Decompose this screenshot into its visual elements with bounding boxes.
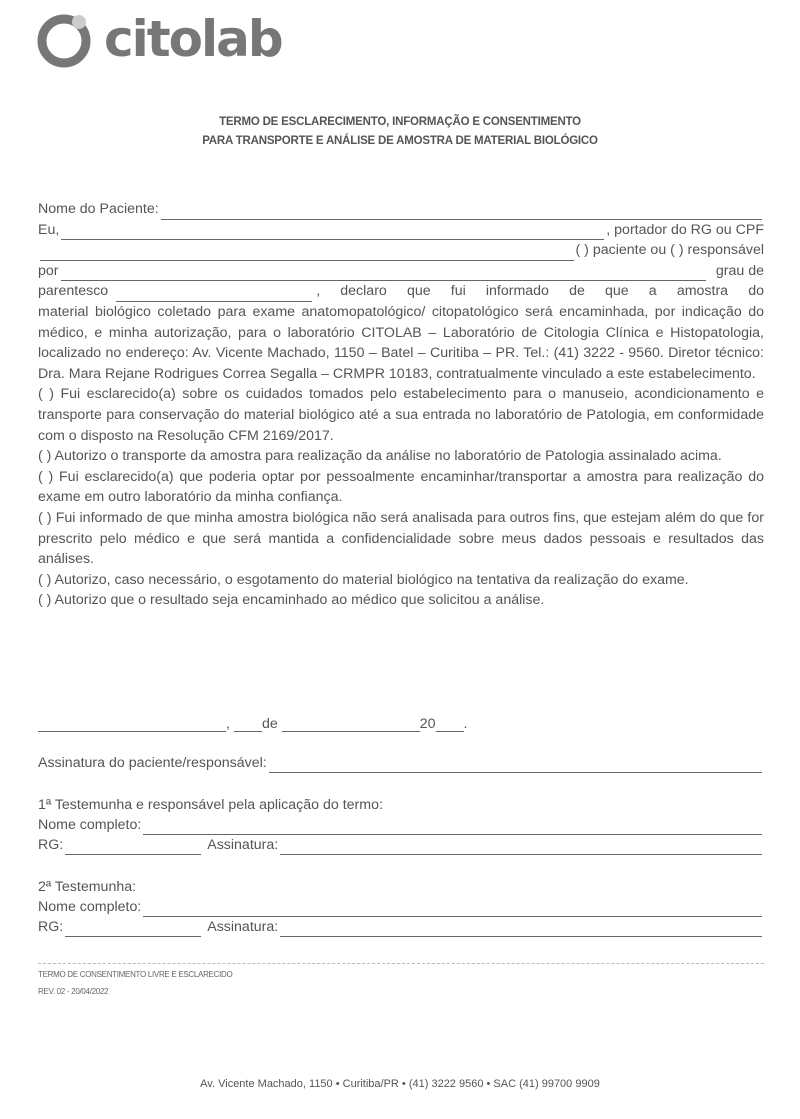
patient-signature-label: Assinatura do paciente/responsável: bbox=[38, 755, 267, 771]
consent-item-2[interactable]: ( ) Autorizo o transporte da amostra para realização da análise no laboratório de Patologia assinalado acima. bbox=[38, 448, 722, 465]
parentesco-row bbox=[38, 281, 764, 302]
witness-2-signature-label: Assinatura: bbox=[207, 919, 279, 935]
date-period: . bbox=[463, 716, 468, 732]
form-body bbox=[38, 199, 764, 611]
witness-2-name-label: Nome completo: bbox=[38, 899, 142, 915]
document-title-line-1: TERMO DE ESCLARECIMENTO, INFORMAÇÃO E CONSENTIMENTO bbox=[219, 116, 581, 128]
witness-1-signature-label: Assinatura: bbox=[207, 837, 279, 853]
witness-2-name-row bbox=[38, 897, 764, 917]
parentesco-label: parentesco bbox=[38, 283, 109, 300]
logo-ring-icon bbox=[34, 8, 96, 70]
consent-item-3[interactable]: ( ) Fui esclarecido(a) que poderia optar por pessoalmente encaminhar/transportar a amostra para realização do exame em outro laboratório da minha confiança. bbox=[38, 468, 764, 506]
consent-item-1[interactable]: ( ) Fui esclarecido(a) sobre os cuidados tomados pelo estabelecimento para o manuseio, acondicionamento e transporte para conservação do material biológico até a sua entrada no laboratório de Patologia, em conformidade com o disposto na Resolução CFM 2169/2017. bbox=[38, 386, 764, 444]
footer-revision: REV. 02 - 20/04/2022 bbox=[38, 987, 109, 996]
patient-name-field[interactable] bbox=[161, 206, 762, 220]
parentesco-field[interactable] bbox=[116, 288, 312, 302]
logo-text: citolab bbox=[104, 10, 282, 68]
witness-1-rg-row bbox=[38, 835, 764, 855]
eu-row bbox=[38, 220, 764, 241]
witness-1-rg-field[interactable] bbox=[65, 841, 201, 855]
patient-name-label: Nome do Paciente: bbox=[38, 201, 159, 217]
footer-divider bbox=[38, 963, 764, 964]
consent-item-6[interactable]: ( ) Autorizo que o resultado seja encaminhado ao médico que solicitou a análise. bbox=[38, 592, 545, 609]
grau-label: grau de bbox=[715, 262, 764, 279]
day-field[interactable] bbox=[234, 718, 262, 732]
footer-doc-name: TERMO DE CONSENTIMENTO LIVRE E ESCLARECIDO bbox=[38, 970, 233, 979]
document-title-line-2: PARA TRANSPORTE E ANÁLISE DE AMOSTRA DE MATERIAL BIOLÓGICO bbox=[202, 135, 598, 147]
rg-cpf-label: , portador do RG ou CPF bbox=[606, 221, 764, 238]
declaration-text: material biológico coletado para exame anatomopatológico/ citopatológico será encaminhada, por indicação do médico, e minha autorização, para o laboratório CITOLAB – Laboratório de Citologia Clínica e Histopatologia, localizado no endereço: Av. Vicente Machado, 1150 – Batel – Curitiba – PR. Tel.: (41) 3222 - 9560. Diretor técnico: Dra. Mara Rejane Rodrigues Correa Segalla – CRMPR 10183, contratualmente vinculado a este estabelecimento. bbox=[38, 303, 764, 382]
represented-name-field[interactable] bbox=[61, 267, 706, 281]
footer-address: Av. Vicente Machado, 1150 • Curitiba/PR • (41) 3222 9560 • SAC (41) 99700 9909 bbox=[200, 1078, 600, 1090]
date-comma: , bbox=[226, 716, 230, 732]
patient-name-row bbox=[38, 199, 764, 220]
patient-or-guardian-option[interactable]: ( ) paciente ou ( ) responsável bbox=[575, 242, 764, 259]
date-de-label: de bbox=[261, 716, 278, 732]
year-prefix: 20 bbox=[419, 716, 436, 732]
witness-1-rg-label: RG: bbox=[38, 837, 64, 853]
witness-2-rg-row bbox=[38, 917, 764, 937]
year-field[interactable] bbox=[436, 718, 464, 732]
witness-2-rg-field[interactable] bbox=[65, 923, 201, 937]
city-field[interactable] bbox=[38, 718, 226, 732]
witness-2-block bbox=[38, 877, 764, 937]
consent-item-5[interactable]: ( ) Autorizo, caso necessário, o esgotamento do material biológico na tentativa da realização do exame. bbox=[38, 571, 689, 588]
witness-2-name-field[interactable] bbox=[143, 903, 762, 917]
witness-2-signature-field[interactable] bbox=[280, 923, 762, 937]
witness-1-block bbox=[38, 795, 764, 855]
month-field[interactable] bbox=[282, 718, 420, 732]
witness-1-name-row bbox=[38, 815, 764, 835]
eu-label: Eu, bbox=[38, 221, 60, 238]
witness-1-title: 1ª Testemunha e responsável pela aplicação do termo: bbox=[38, 797, 383, 813]
rg-cpf-field[interactable] bbox=[40, 247, 574, 261]
por-row bbox=[38, 261, 764, 282]
witness-2-rg-label: RG: bbox=[38, 919, 64, 935]
witness-1-signature-field[interactable] bbox=[280, 841, 762, 855]
patient-signature-field[interactable] bbox=[269, 759, 762, 773]
witness-2-title: 2ª Testemunha: bbox=[38, 879, 137, 895]
patient-signature-row bbox=[38, 753, 764, 773]
por-label: por bbox=[38, 262, 59, 279]
witness-1-name-field[interactable] bbox=[143, 821, 762, 835]
declaration-start: , declaro que fui informado de que a amostra do bbox=[316, 283, 764, 300]
date-line bbox=[38, 716, 498, 732]
declarant-name-field[interactable] bbox=[61, 226, 604, 240]
document-row bbox=[38, 240, 764, 261]
citolab-logo bbox=[34, 8, 282, 70]
witness-1-name-label: Nome completo: bbox=[38, 817, 142, 833]
consent-item-4[interactable]: ( ) Fui informado de que minha amostra biológica não será analisada para outros fins, que estejam além do que for prescrito pelo médico e que será mantida a confidencialidade sobre meus dados pessoais e resultados das análises. bbox=[38, 509, 764, 568]
